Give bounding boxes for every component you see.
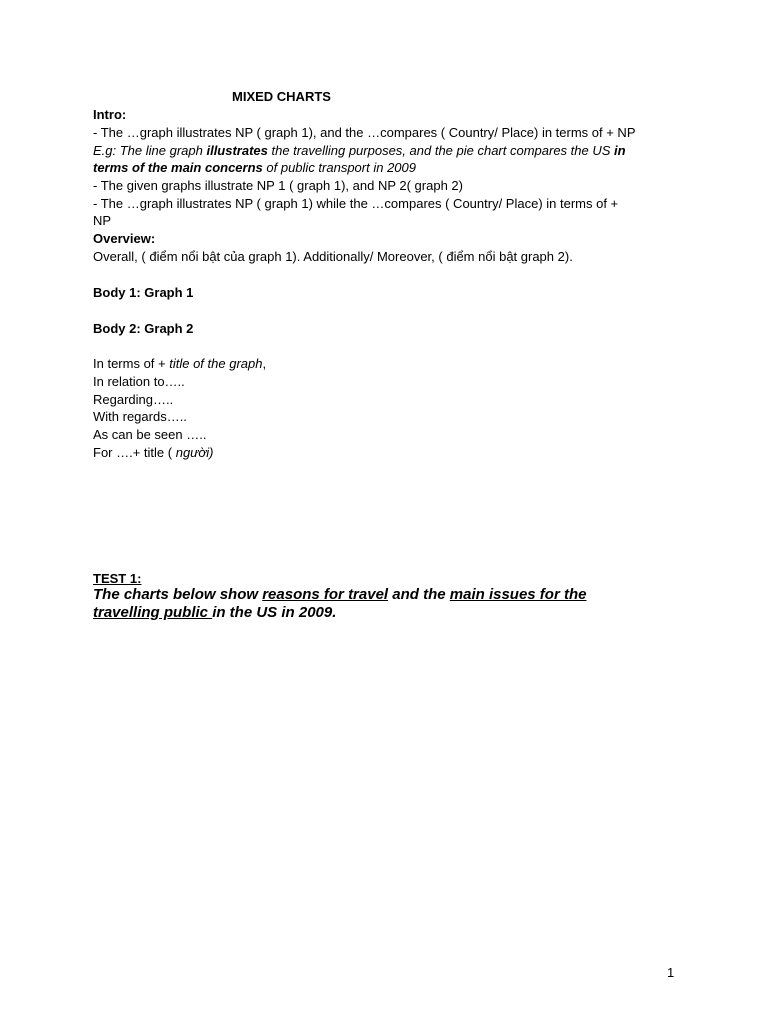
- phrase-with-regards: With regards…..: [93, 409, 187, 424]
- example-text: E.g: The line graph: [93, 143, 207, 158]
- phrase-italic: title of the graph: [169, 356, 263, 371]
- example-emphasis: illustrates: [206, 143, 268, 158]
- intro-line-1: - The …graph illustrates NP ( graph 1), and the …compares ( Country/ Place) in terms of + NP: [93, 125, 636, 140]
- intro-heading: Intro:: [93, 107, 127, 122]
- prompt-text: The charts below show: [93, 586, 263, 603]
- intro-line-4-continued: NP: [93, 213, 112, 228]
- example-line-1: [93, 142, 626, 159]
- overview-line: Overall, ( điểm nổi bật của graph 1). Additionally/ Moreover, ( điểm nổi bật graph 2).: [93, 249, 573, 264]
- phrase-as-can-be-seen: As can be seen …..: [93, 427, 207, 442]
- phrase-for-title: [93, 444, 214, 461]
- example-line-2: [93, 159, 416, 176]
- prompt-underlined: reasons for travel: [262, 586, 389, 603]
- example-text: of public transport in 2009: [262, 160, 416, 175]
- overview-heading: Overview:: [93, 231, 156, 246]
- phrase-text: For ….+ title (: [93, 445, 176, 460]
- phrase-text: In terms of +: [93, 356, 170, 371]
- document-title: MIXED CHARTS: [232, 89, 331, 104]
- prompt-text: in the US in 2009.: [212, 604, 337, 621]
- phrase-regarding: Regarding…..: [93, 392, 174, 407]
- example-emphasis: in: [614, 143, 626, 158]
- prompt-underlined: main issues for the travelling public: [93, 586, 587, 621]
- intro-line-3: - The given graphs illustrate NP 1 ( graph 1), and NP 2( graph 2): [93, 178, 463, 193]
- body-1-heading: Body 1: Graph 1: [93, 285, 194, 300]
- page-number: 1: [667, 965, 675, 980]
- example-emphasis: terms of the main concerns: [93, 160, 263, 175]
- example-text: the travelling purposes, and the pie chart compares the US: [267, 143, 615, 158]
- intro-line-4: - The …graph illustrates NP ( graph 1) while the …compares ( Country/ Place) in terms of +: [93, 196, 619, 211]
- phrase-italic: người): [175, 445, 214, 460]
- phrase-in-terms-of: [93, 355, 266, 372]
- phrase-in-relation-to: In relation to…..: [93, 374, 185, 389]
- test-label: TEST 1:: [93, 571, 142, 586]
- prompt-text: and the: [388, 586, 450, 603]
- test-prompt: [93, 586, 653, 622]
- phrase-text: ,: [262, 356, 267, 371]
- body-2-heading: Body 2: Graph 2: [93, 321, 194, 336]
